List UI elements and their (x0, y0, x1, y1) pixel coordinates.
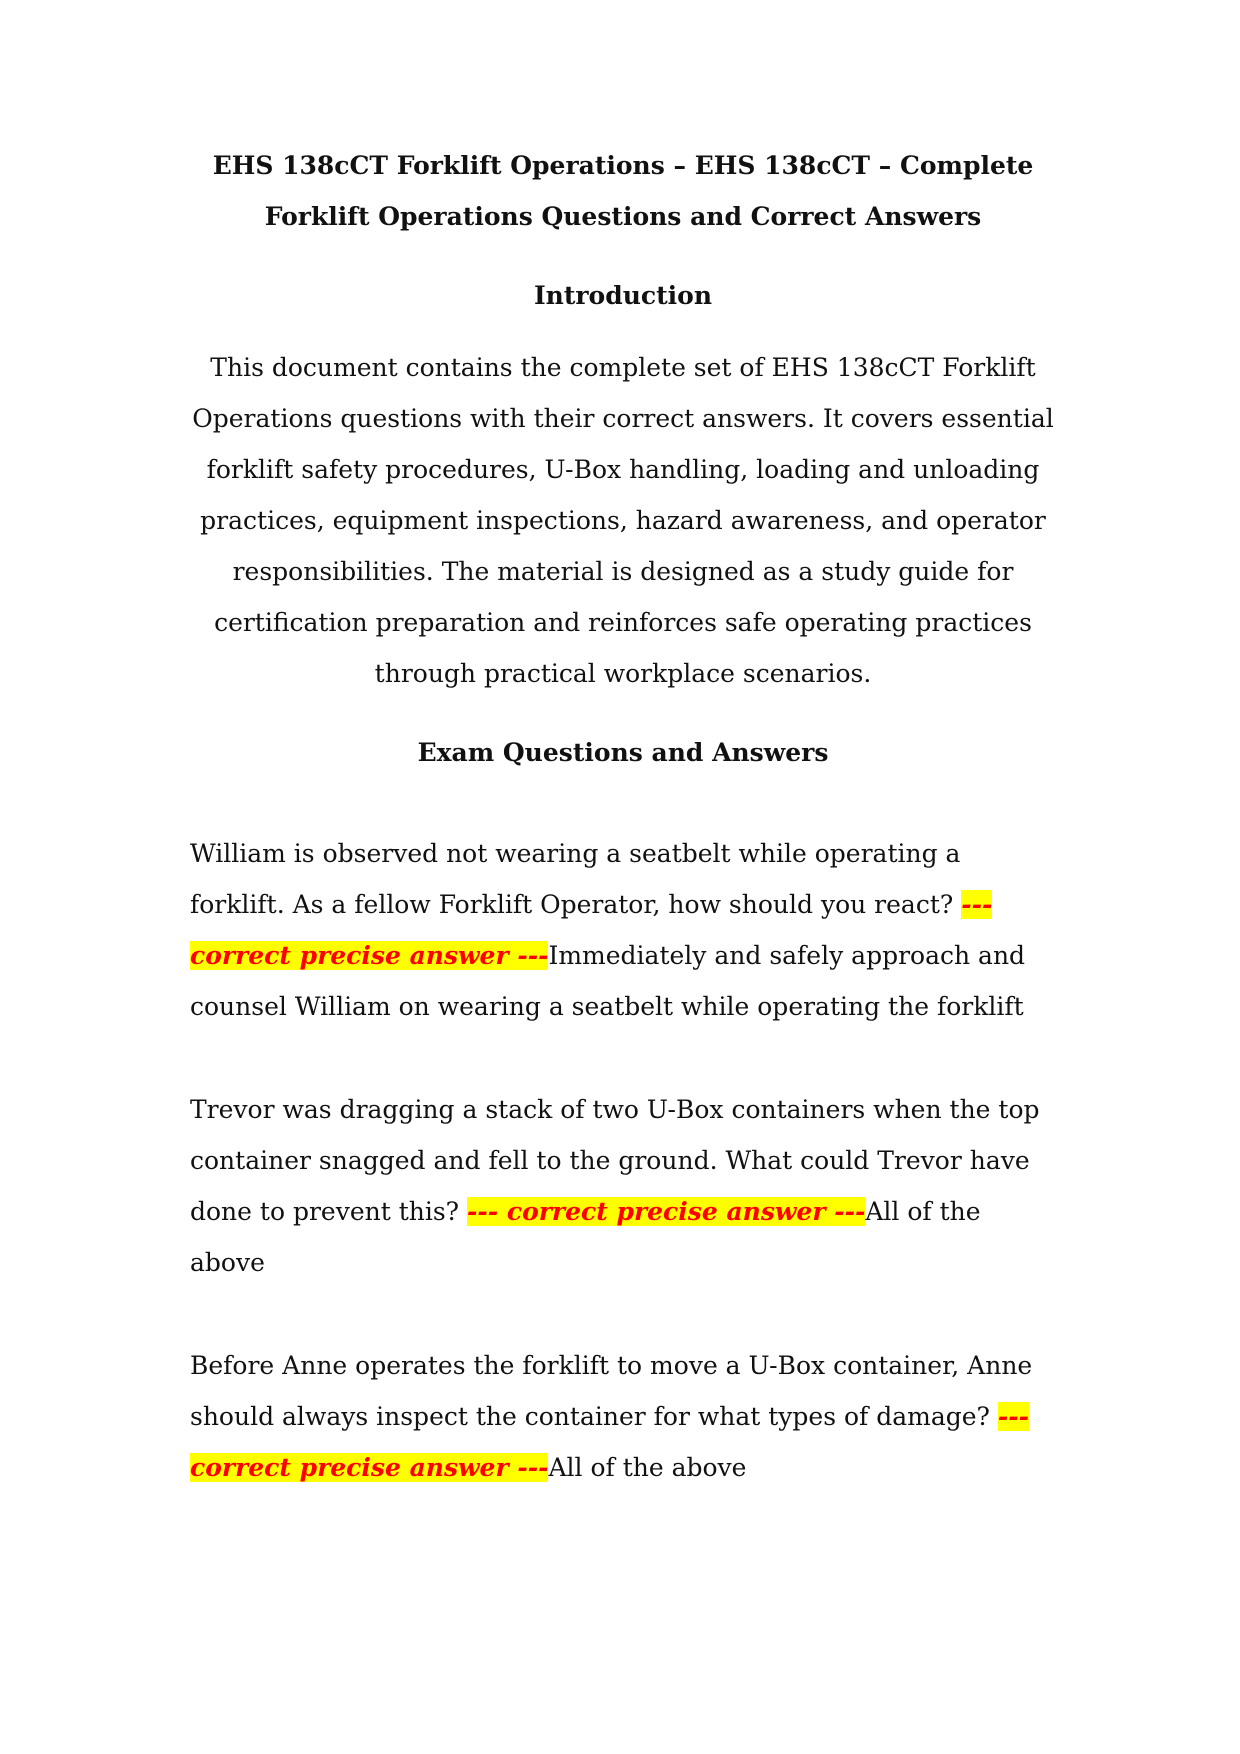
answer-marker: --- correct precise answer --- (467, 1197, 866, 1226)
intro-heading: Introduction (533, 281, 713, 310)
answer-text: All of the above (190, 1197, 981, 1277)
qa-list (190, 828, 1056, 1493)
exam-heading: Exam Questions and Answers (417, 738, 829, 767)
question-text: Before Anne operates the forklift to move a U-Box container, Anne should always inspect the container for what types of damage? (190, 1351, 1033, 1431)
qa-item (190, 1340, 1056, 1493)
answer-text: Immediately and safely approach and counsel William on wearing a seatbelt while operating the forklift (190, 941, 1026, 1021)
question-text: William is observed not wearing a seatbelt while operating a forklift. As a fellow Forklift Operator, how should you react? (190, 839, 962, 919)
intro-paragraph: This document contains the complete set of EHS 138cCT Forklift Operations questions with their correct answers. It covers essential forklift safety procedures, U-Box handling, loading and unloading practices, equipment inspections, hazard awareness, and operator responsibilities. The material is designed as a study guide for certification preparation and reinforces safe operating practices through practical workplace scenarios. (192, 353, 1054, 688)
answer-marker: --- correct precise answer --- (190, 1402, 1030, 1482)
answer-text: All of the above (548, 1453, 747, 1482)
qa-item (190, 828, 1056, 1032)
document-page (190, 140, 1056, 1545)
question-text: Trevor was dragging a stack of two U-Box containers when the top container snagged and fell to the ground. What could Trevor have done to prevent this? (190, 1095, 1040, 1226)
answer-marker: --- correct precise answer --- (190, 890, 993, 970)
document-title: EHS 138cCT Forklift Operations – EHS 138cCT – Complete Forklift Operations Questions and Correct Answers (212, 151, 1034, 231)
qa-item (190, 1084, 1056, 1288)
